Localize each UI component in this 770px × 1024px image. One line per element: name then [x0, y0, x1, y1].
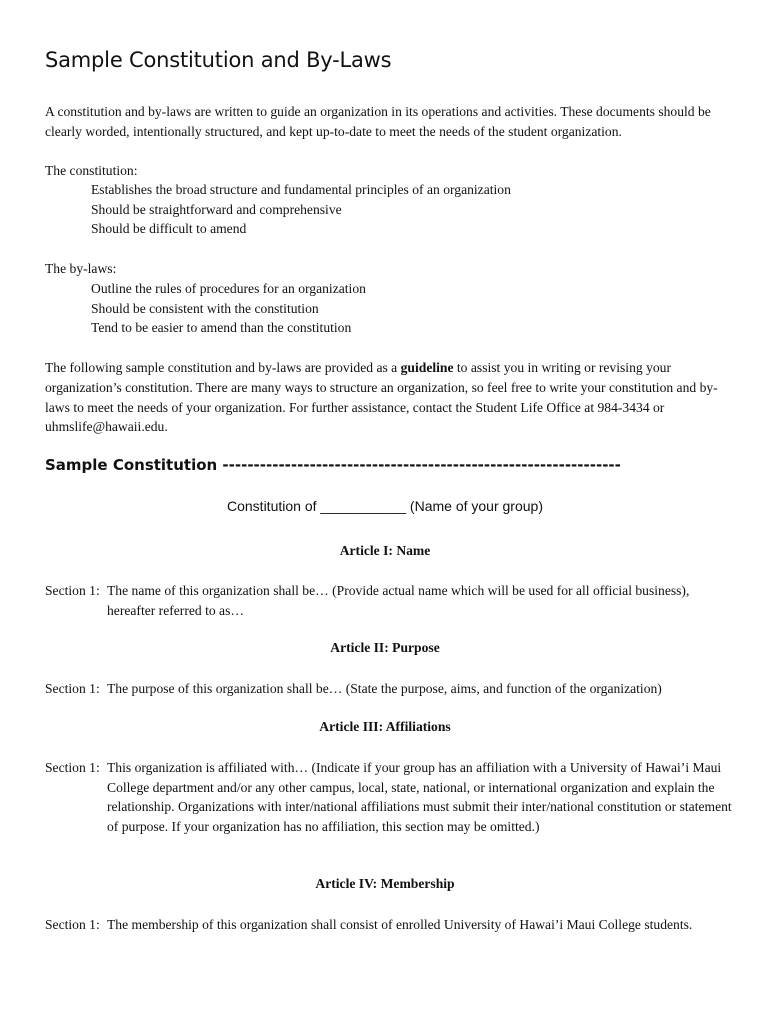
article-section	[45, 915, 735, 935]
article-section	[45, 758, 735, 836]
guideline-text-before: The following sample constitution and by-laws are provided as a	[45, 360, 401, 375]
list-item: Should be consistent with the constitution	[91, 300, 319, 316]
section-text: The name of this organization shall be… (Provide actual name which will be used for all official business), hereafter referred to as…	[107, 583, 690, 618]
page-title: Sample Constitution and By-Laws	[45, 48, 392, 72]
bylaws-list	[91, 279, 366, 338]
section-text: The purpose of this organization shall be… (State the purpose, aims, and function of the organization)	[107, 681, 662, 696]
guideline-paragraph	[45, 358, 735, 437]
constitution-label: The constitution:	[45, 163, 138, 178]
section-label: Section 1:	[45, 681, 100, 696]
guideline-bold-word: guideline	[400, 360, 454, 375]
list-item: Outline the rules of procedures for an organization	[91, 281, 366, 296]
list-item: Should be difficult to amend	[91, 221, 247, 237]
section-label: Section 1:	[45, 917, 100, 932]
article-section	[45, 581, 735, 620]
article-heading: Article IV: Membership	[315, 876, 455, 891]
bylaws-label: The by-laws:	[45, 261, 117, 276]
intro-paragraph: A constitution and by-laws are written to guide an organization in its operations and activities. These documents should be clearly worded, intentionally structured, and kept up-to-date to meet the needs of the student organization.	[45, 104, 711, 139]
list-item: Tend to be easier to amend than the constitution	[91, 320, 352, 336]
list-item: Establishes the broad structure and fundamental principles of an organization	[91, 182, 511, 197]
article-heading: Article II: Purpose	[330, 640, 440, 655]
article-heading: Article I: Name	[339, 543, 431, 558]
article-section	[45, 679, 735, 699]
constitution-of-line: Constitution of ___________ (Name of your group)	[227, 498, 543, 514]
constitution-list	[91, 180, 511, 239]
section-label: Section 1:	[45, 760, 100, 775]
sample-constitution-heading: Sample Constitution ----------------------------------------------------------------	[45, 456, 621, 474]
article-heading: Article III: Affiliations	[319, 719, 451, 734]
section-label: Section 1:	[45, 583, 100, 598]
list-item: Should be straightforward and comprehensive	[91, 201, 342, 217]
guideline-text-after: to assist you in writing or revising your organization’s constitution. There are many ways to structure an organization, so feel free to write your constitution and by-laws to meet the needs of your organization. For further assistance, contact the Student Life Office at 984-3434 or uhmslife@hawaii.edu.	[45, 360, 718, 435]
section-text: The membership of this organization shall consist of enrolled University of Hawai’i Maui College students.	[107, 917, 693, 932]
section-text: This organization is affiliated with… (Indicate if your group has an affiliation with a University of Hawai’i Maui College department and/or any other campus, local, state, national, or international organization and explain the relationship. Organizations with inter/national affiliations must submit their inter/national constitution or statement of purpose. If your organization has no affiliation, this section may be omitted.)	[107, 760, 732, 834]
